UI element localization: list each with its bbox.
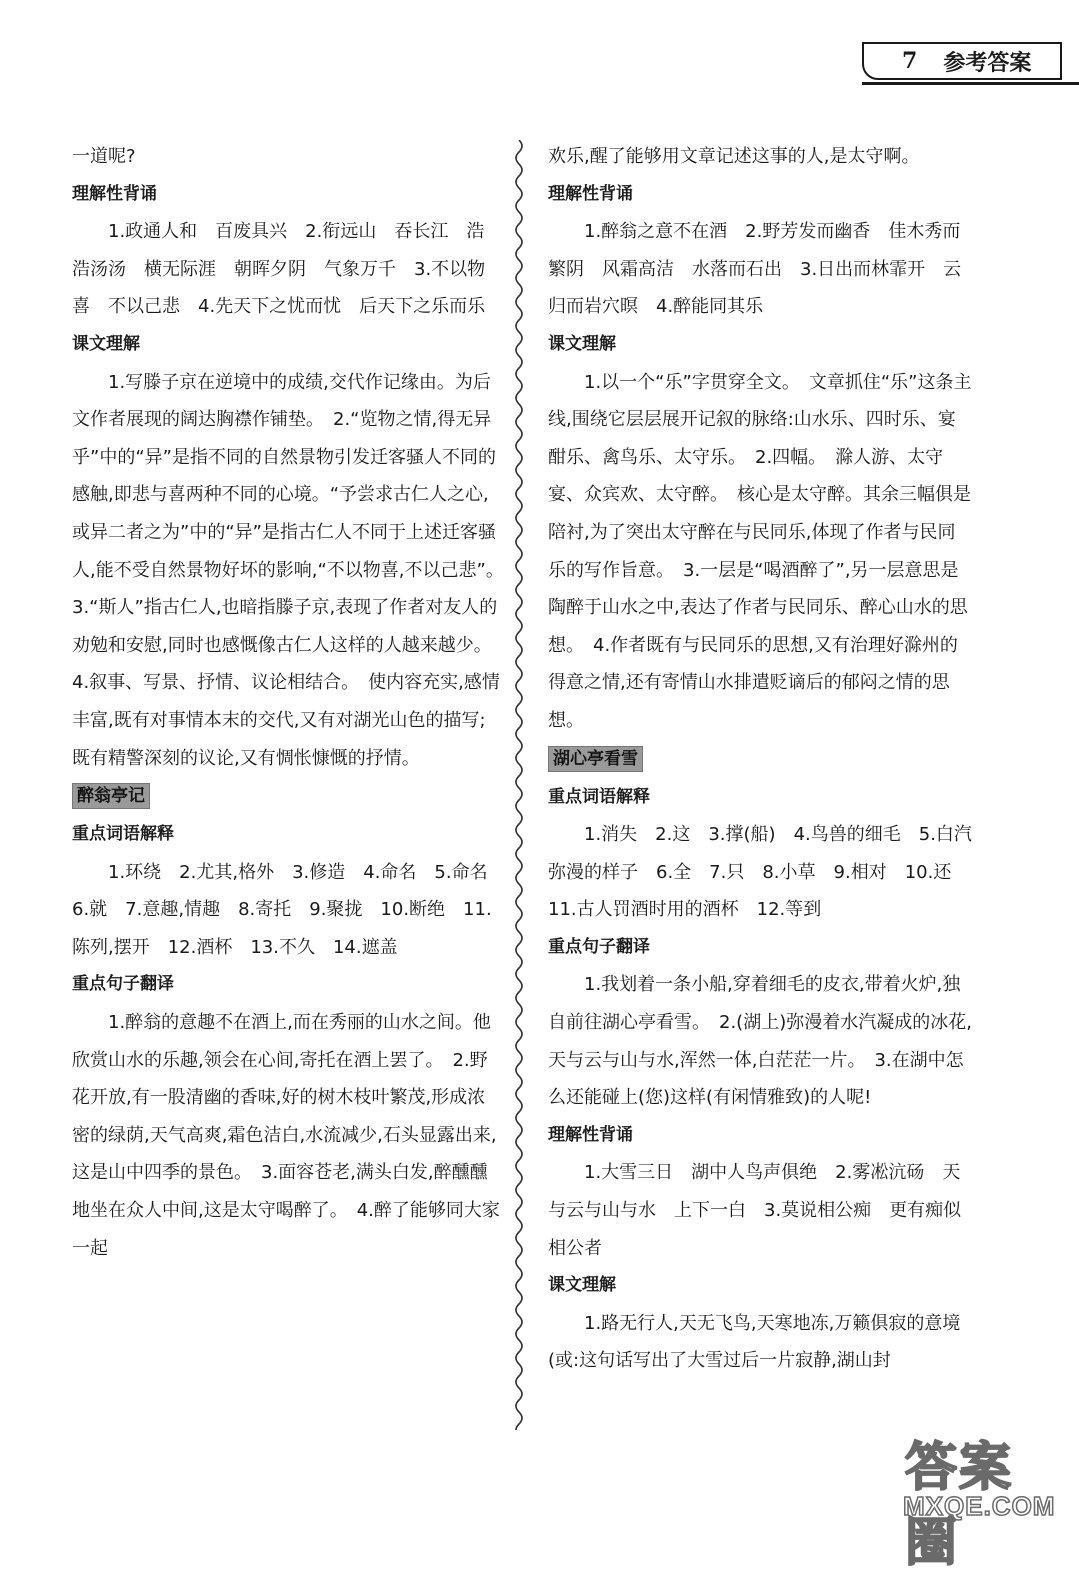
column-divider [512,140,526,1430]
header-rule [862,82,1079,85]
lesson-title-tag [72,777,500,816]
section-heading: 理解性背诵 [548,183,633,204]
section-heading: 理解性背诵 [72,183,157,204]
right-column [548,138,972,1380]
answer-paragraph: 1.政通人和 百废具兴 2.衔远山 吞长江 浩浩汤汤 横无际涯 朝晖夕阴 气象万千 3.不以物喜 不以己悲 4.先天下之忧而忧 后天下之乐而乐 [72,221,486,318]
left-column [72,138,513,1267]
section-heading: 重点词语解释 [548,786,650,807]
answer-paragraph: 1.醉翁的意趣不在酒上,而在秀丽的山水之间。他欣赏山水的乐趣,领会在心间,寄托在酒上罢了。 2.野花开放,有一股清幽的香味,好的树木枝叶繁茂,形成浓密的绿荫,天气高爽,霜色洁白,水流减少,石头显露出来,这是山中四季的景色。 3.面容苍老,满头白发,醉醺醺地坐在众人中间,这是太守喝醉了。 4.醉了能够同大家一起 [72,1012,500,1259]
answer-paragraph: 1.我划着一条小船,穿着细毛的皮衣,带着火炉,独自前往湖心亭看雪。 2.(湖上)弥漫着水汽凝成的冰花,天与云与山与水,浑然一体,白茫茫一片。 3.在湖中怎么还能碰上(您)这样(有闲情雅致)的人呢! [548,974,972,1109]
answer-paragraph: 1.路无行人,天无飞鸟,天寒地冻,万籁俱寂的意境(或:这句话写出了大雪过后一片寂静,湖山封 [548,1312,961,1372]
answer-paragraph: 1.消失 2.这 3.撑(船) 4.鸟兽的细毛 5.白汽弥漫的样子 6.全 7.只 8.小草 9.相对 10.还 11.古人罚酒时用的酒杯 12.等到 [548,824,972,921]
section-heading: 重点词语解释 [72,824,174,845]
page-header-tab [862,42,1062,80]
watermark-logo [903,1425,1065,1573]
lesson-title: 湖心亭看雪 [548,746,643,772]
answer-paragraph: 1.环绕 2.尤其,格外 3.修造 4.命名 5.命名 6.就 7.意趣,情趣 8.寄托 9.聚拢 10.断绝 11.陈列,摆开 12.酒杯 13.不久 14.遮盖 [72,861,506,958]
section-heading: 课文理解 [72,333,140,354]
answer-paragraph: 1.写滕子京在逆境中的成绩,交代作记缘由。为后文作者展现的阔达胸襟作铺垫。 2.“览物之情,得无异乎”中的“异”是指不同的自然景物引发迁客骚人不同的感触,即悲与喜两种不同的心境。“予尝求古仁人之心,或异二者之为”中的“异”是指古仁人不同于上述迁客骚人,能不受自然景物好坏的影响,“不以物喜,不以己悲”。 3.“斯人”指古仁人,也暗指滕子京,表现了作者对友人的劝勉和安慰,同时也感慨像古仁人这样的人越来越少。 4.叙事、写景、抒情、议论相结合。 使内容充实,感情丰富,既有对事情本末的交代,又有对湖光山色的描写;既有精警深刻的议论,又有惆怅慷慨的抒情。 [72,371,513,769]
continued-text: 欢乐,醒了能够用文章记述这事的人,是太守啊。 [548,146,920,167]
answer-paragraph: 1.醉翁之意不在酒 2.野芳发而幽香 佳木秀而繁阴 风霜高洁 水落而石出 3.日出而林霏开 云归而岩穴暝 4.醉能同其乐 [548,221,962,318]
watermark-url: MXQE.COM [903,1491,1056,1521]
continued-text: 一道呢? [72,146,136,167]
page-header-title: 参考答案 [943,50,1032,76]
section-heading: 理解性背诵 [548,1124,633,1145]
page-number: 7 [902,48,918,74]
watermark-glyphs: 答案圈 [905,1438,1014,1573]
lesson-title-tag [548,740,972,779]
section-heading: 课文理解 [548,1275,616,1296]
section-heading: 课文理解 [548,333,616,354]
lesson-title: 醉翁亭记 [72,783,150,809]
section-heading: 重点句子翻译 [548,936,650,957]
answer-paragraph: 1.大雪三日 湖中人鸟声俱绝 2.雾凇沆砀 天与云与山与水 上下一白 3.莫说相公痴 更有痴似相公者 [548,1162,962,1259]
answer-paragraph: 1.以一个“乐”字贯穿全文。 文章抓住“乐”这条主线,围绕它层层展开记叙的脉络:山水乐、四时乐、宴酣乐、禽鸟乐、太守乐。 2.四幅。 滁人游、太守宴、众宾欢、太守醉。 核心是太守醉。其余三幅俱是陪衬,为了突出太守醉在与民同乐,体现了作者与民同乐的写作旨意。 3.一层是“喝酒醉了”,另一层意思是陶醉于山水之中,表达了作者与民同乐、醉心山水的思想。 4.作者既有与民同乐的思想,又有治理好滁州的得意之情,还有寄情山水排遣贬谪后的郁闷之情的思想。 [548,371,972,731]
section-heading: 重点句子翻译 [72,974,174,995]
